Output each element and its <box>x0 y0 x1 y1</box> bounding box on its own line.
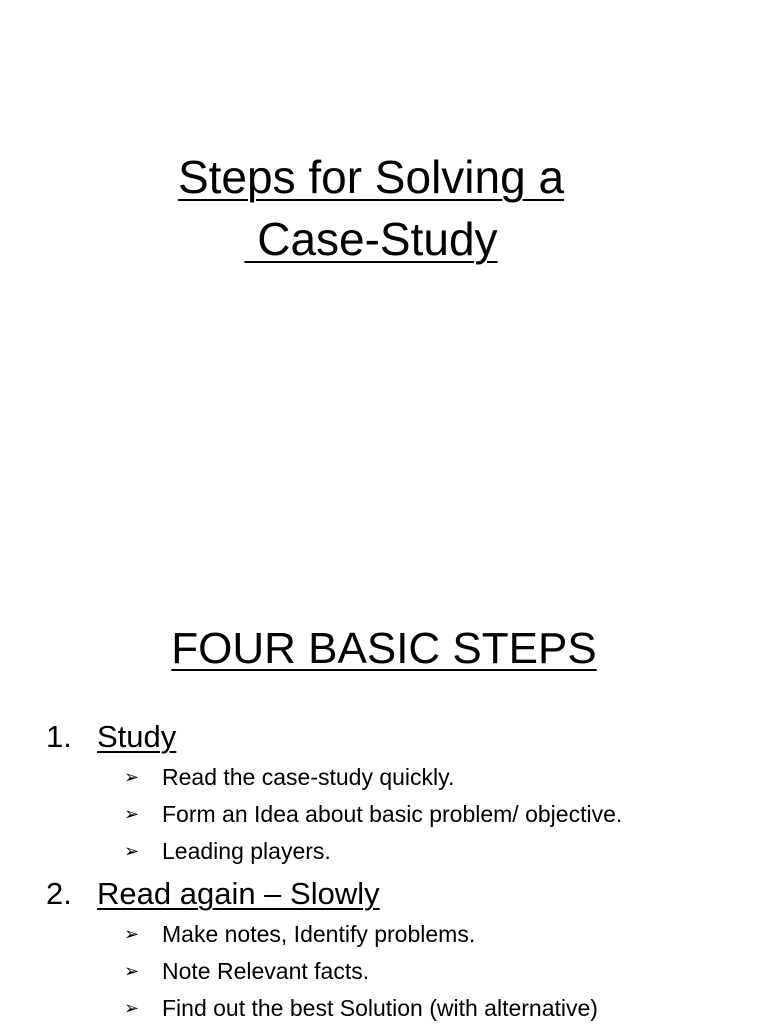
bullet-text: Make notes, Identify problems. <box>162 921 476 947</box>
slide-title-four-basic-steps: FOUR BASIC STEPS <box>171 624 597 673</box>
bullet-text: Note Relevant facts. <box>162 958 370 984</box>
step-heading <box>0 872 768 916</box>
arrowhead-bullet-icon: ➢ <box>124 924 140 944</box>
step-number: 2. <box>46 876 72 911</box>
arrowhead-bullet-icon: ➢ <box>124 804 140 824</box>
step-item-read-again <box>0 872 768 1027</box>
bullet-text: Find out the best Solution (with alternative) <box>162 995 598 1021</box>
step-item-study <box>0 715 768 870</box>
bullet-text: Read the case-study quickly. <box>162 764 455 790</box>
bullet-item <box>0 990 768 1027</box>
step-label: Read again – Slowly <box>97 876 380 911</box>
bullet-item <box>0 953 768 990</box>
slide-title-line-2: Case-Study <box>244 213 498 265</box>
step-bullets <box>0 916 768 1027</box>
bullet-item <box>0 916 768 953</box>
arrowhead-bullet-icon: ➢ <box>124 961 140 981</box>
arrowhead-bullet-icon: ➢ <box>124 998 140 1018</box>
slide-title-line-1: Steps for Solving a <box>177 151 565 203</box>
bullet-item <box>0 759 768 796</box>
bullet-item <box>0 796 768 833</box>
step-number: 1. <box>46 719 72 754</box>
step-label: Study <box>97 719 177 754</box>
step-bullets <box>0 759 768 870</box>
steps-list <box>0 715 768 1029</box>
bullet-text: Leading players. <box>162 838 331 864</box>
bullet-text: Form an Idea about basic problem/ objective. <box>162 801 623 827</box>
arrowhead-bullet-icon: ➢ <box>124 841 140 861</box>
arrowhead-bullet-icon: ➢ <box>124 767 140 787</box>
slide-title-solving-case-study <box>0 146 742 270</box>
bullet-item <box>0 833 768 870</box>
step-heading <box>0 715 768 759</box>
